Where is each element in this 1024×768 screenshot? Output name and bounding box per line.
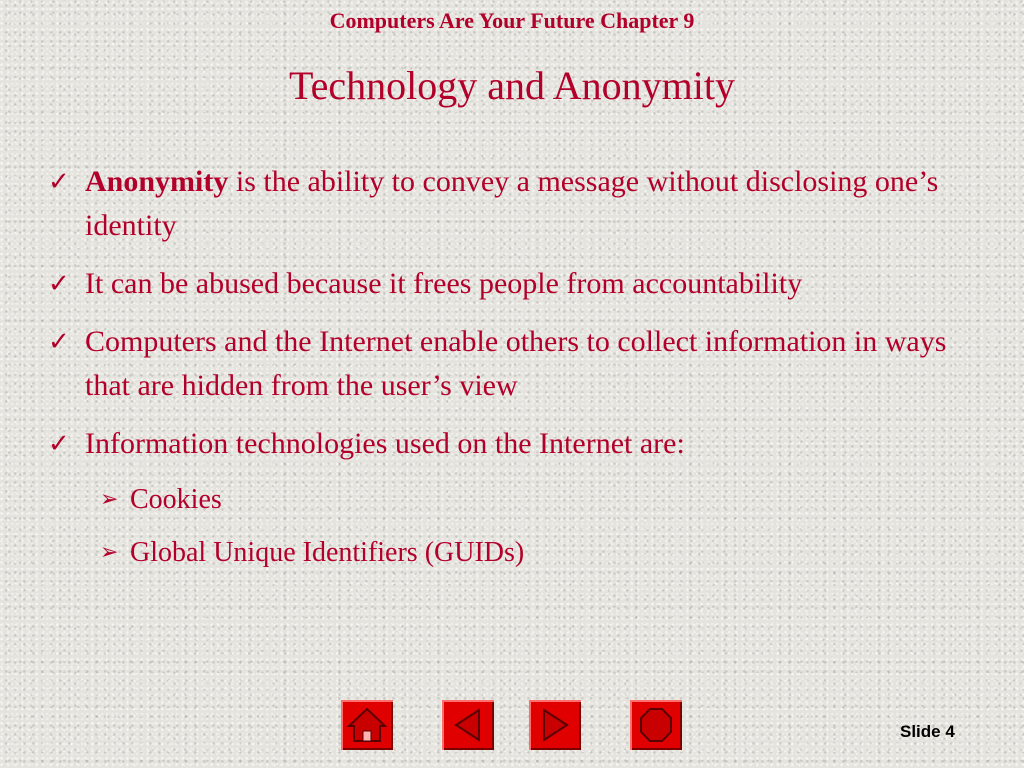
sub-bullet-text: Global Unique Identifiers (GUIDs) bbox=[130, 537, 525, 568]
bullet-item bbox=[48, 160, 948, 248]
stop-button[interactable] bbox=[630, 700, 682, 750]
stop-icon bbox=[630, 700, 682, 750]
bullet-text: Information technologies used on the Internet are: bbox=[85, 427, 685, 460]
check-icon: ✓ bbox=[48, 327, 70, 357]
check-icon: ✓ bbox=[48, 429, 70, 459]
previous-button[interactable] bbox=[442, 700, 494, 750]
sub-bullet-item bbox=[100, 480, 948, 520]
bullet-text: Computers and the Internet enable others to collect information in ways that are hidden from the user’s view bbox=[85, 325, 947, 402]
slide-title: Technology and Anonymity bbox=[288, 63, 736, 108]
bullet-text: is the ability to convey a message without disclosing one’s identity bbox=[85, 165, 939, 242]
check-icon: ✓ bbox=[48, 167, 70, 197]
bullet-item bbox=[48, 422, 948, 466]
sub-bullet-item bbox=[100, 533, 948, 573]
bullet-list bbox=[48, 160, 948, 586]
arrow-right-icon: ➢ bbox=[100, 487, 119, 512]
next-button[interactable] bbox=[529, 700, 581, 750]
check-icon: ✓ bbox=[48, 269, 70, 299]
home-button[interactable] bbox=[341, 700, 393, 750]
previous-icon bbox=[442, 700, 494, 750]
course-header: Computers Are Your Future Chapter 9 bbox=[329, 8, 695, 33]
bullet-text: It can be abused because it frees people from accountability bbox=[85, 267, 803, 300]
home-icon bbox=[341, 700, 393, 750]
next-icon bbox=[529, 700, 581, 750]
bullet-term: Anonymity bbox=[85, 165, 229, 198]
slide-number: Slide 4 bbox=[900, 722, 955, 741]
arrow-right-icon: ➢ bbox=[100, 540, 119, 565]
sub-bullet-text: Cookies bbox=[130, 484, 222, 515]
bullet-item bbox=[48, 320, 948, 408]
bullet-item bbox=[48, 262, 948, 306]
